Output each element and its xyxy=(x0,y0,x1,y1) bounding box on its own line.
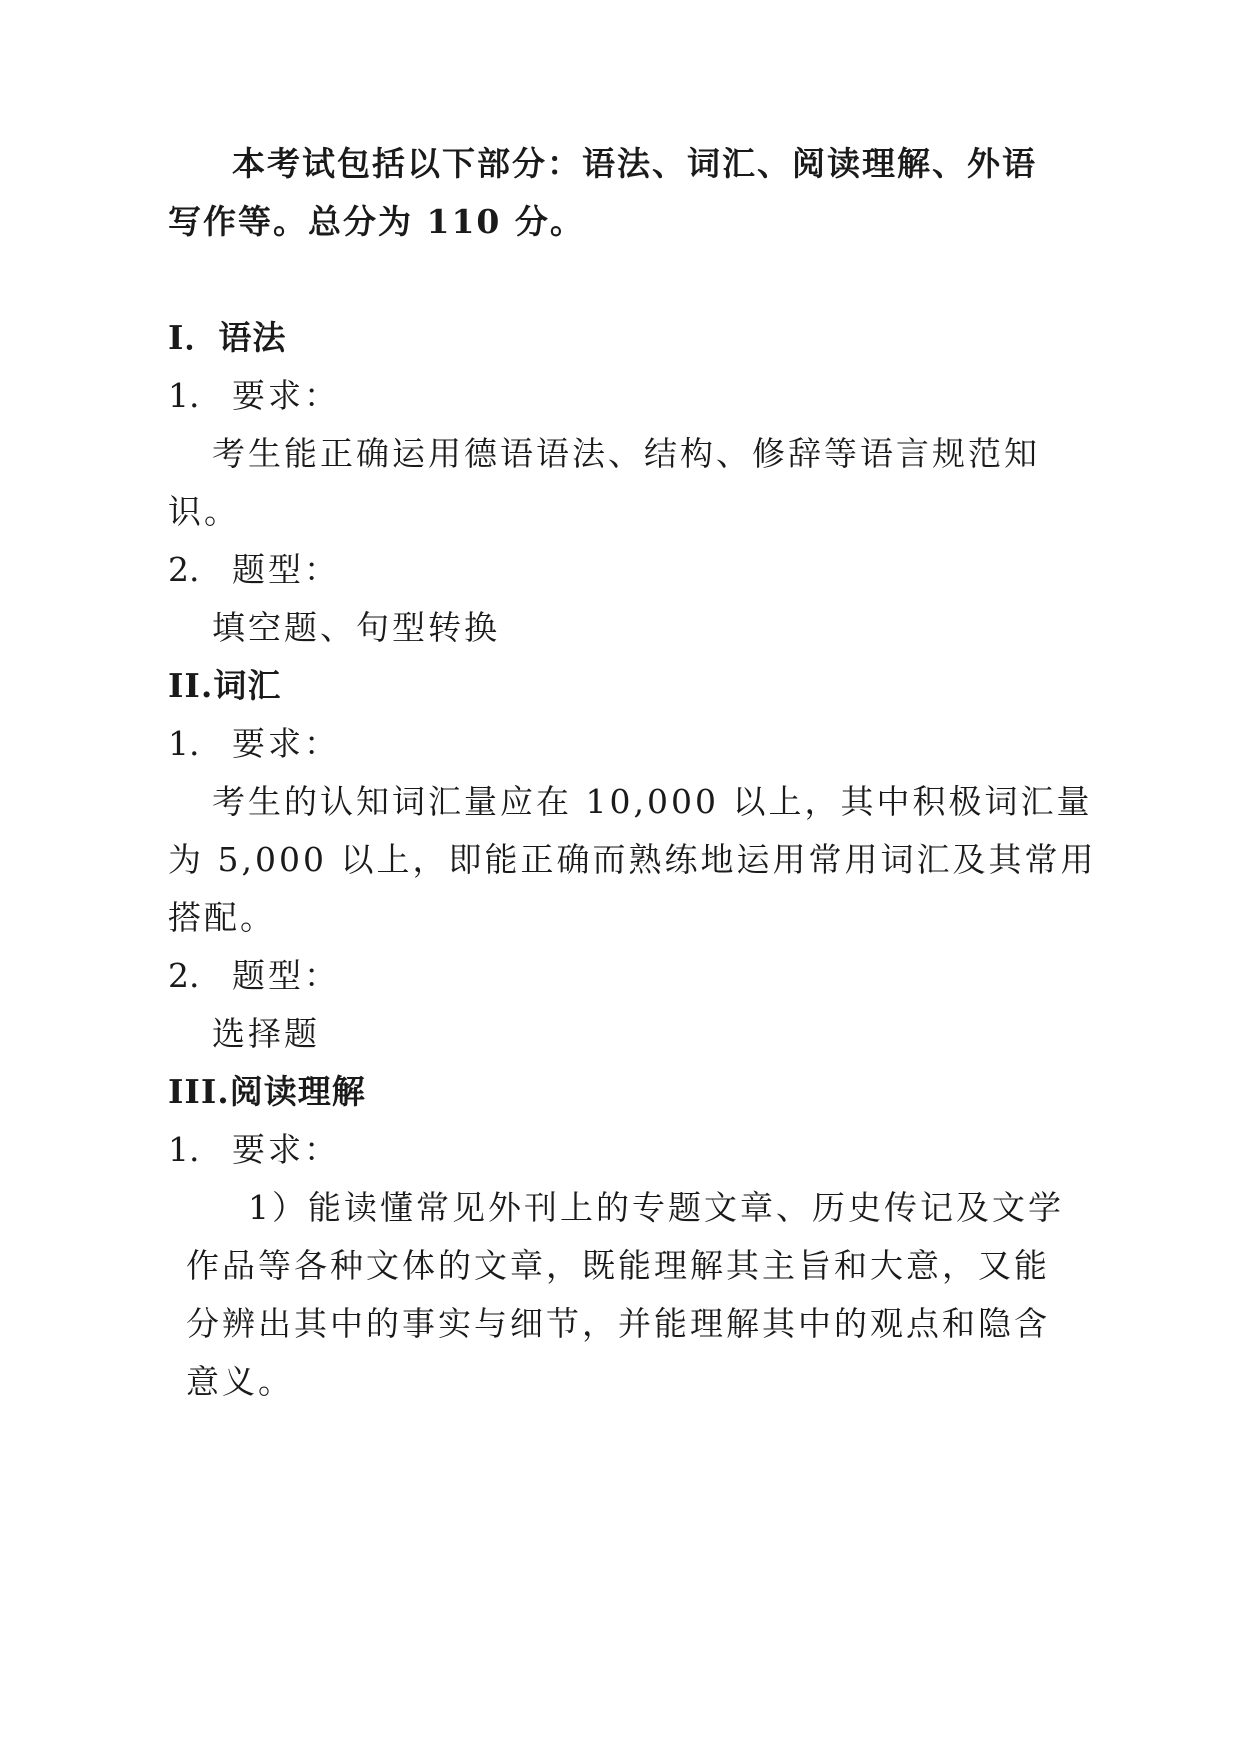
section-heading-reading: III.阅读理解 xyxy=(168,1072,366,1111)
paragraph-line: 1）能读懂常见外刊上的专题文章、历史传记及文学 xyxy=(248,1188,1064,1227)
item-number: 1. xyxy=(168,1130,200,1169)
item-number: 1. xyxy=(168,376,200,415)
intro-line-2: 写作等。总分为 110 分。 xyxy=(168,202,585,241)
item-number: 1. xyxy=(168,724,200,763)
item-label-question-types: 题型： xyxy=(232,956,340,995)
item-label-requirements: 要求： xyxy=(232,376,340,415)
paragraph-line: 填空题、句型转换 xyxy=(212,608,500,647)
intro-line-1: 本考试包括以下部分：语法、词汇、阅读理解、外语 xyxy=(232,144,1037,183)
paragraph-line: 搭配。 xyxy=(168,898,276,937)
paragraph-line: 考生的认知词汇量应在 10,000 以上，其中积极词汇量 xyxy=(212,782,1093,821)
section-heading-vocabulary: II.词汇 xyxy=(168,666,282,705)
item-label-requirements: 要求： xyxy=(232,1130,340,1169)
paragraph-line: 考生能正确运用德语语法、结构、修辞等语言规范知 xyxy=(212,434,1040,473)
section-heading-grammar: I．语法 xyxy=(168,318,287,357)
paragraph-line: 识。 xyxy=(168,492,240,531)
paragraph-line: 意义。 xyxy=(186,1362,294,1401)
paragraph-line: 为 5,000 以上，即能正确而熟练地运用常用词汇及其常用 xyxy=(168,840,1097,879)
item-number: 2. xyxy=(168,550,200,589)
item-label-requirements: 要求： xyxy=(232,724,340,763)
paragraph-line: 作品等各种文体的文章，既能理解其主旨和大意，又能 xyxy=(186,1246,1050,1285)
paragraph-line: 分辨出其中的事实与细节，并能理解其中的观点和隐含 xyxy=(186,1304,1050,1343)
item-number: 2. xyxy=(168,956,200,995)
paragraph-line: 选择题 xyxy=(212,1014,320,1053)
item-label-question-types: 题型： xyxy=(232,550,340,589)
